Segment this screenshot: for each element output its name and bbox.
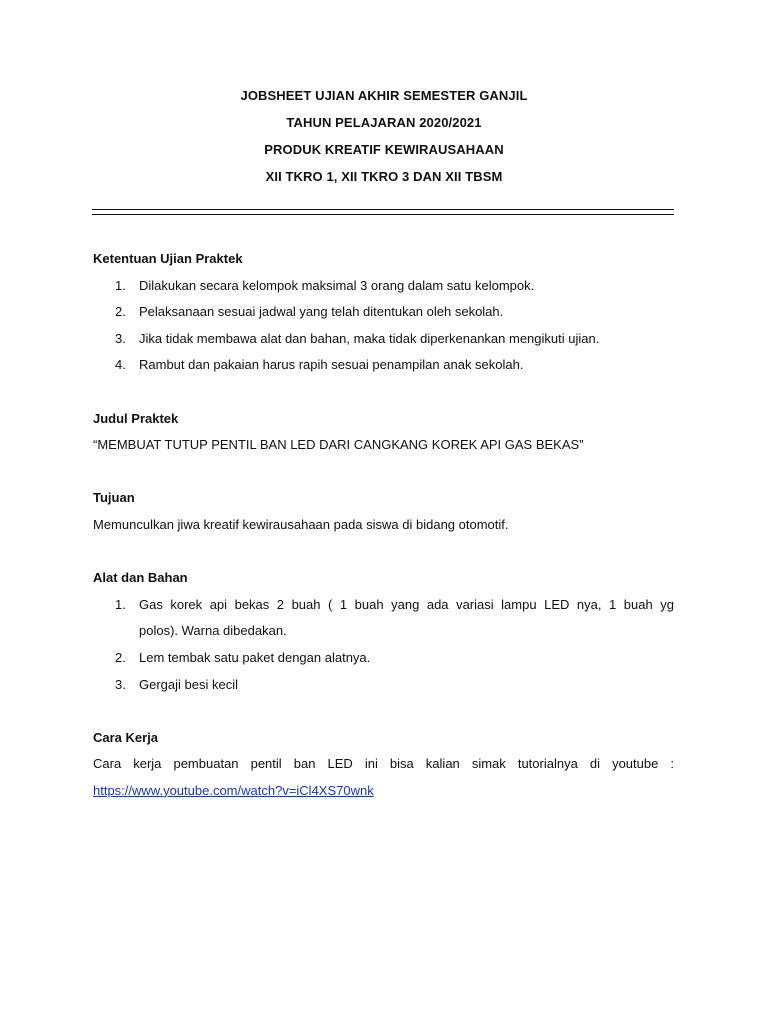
list-item: 3. Jika tidak membawa alat dan bahan, maka tidak diperkenankan mengikuti ujian.	[115, 330, 600, 346]
document-body	[93, 246, 674, 804]
list-item: 2. Lem tembak satu paket dengan alatnya.	[115, 649, 371, 665]
alat-list	[93, 592, 674, 698]
ketentuan-list	[93, 273, 674, 379]
youtube-tutorial-link[interactable]: https://www.youtube.com/watch?v=iCl4XS70wnk	[93, 782, 374, 798]
header-divider-top	[92, 209, 674, 210]
list-item: 1. Dilakukan secara kelompok maksimal 3 orang dalam satu kelompok.	[115, 277, 535, 293]
judul-text: “MEMBUAT TUTUP PENTIL BAN LED DARI CANGKANG KOREK API GAS BEKAS”	[93, 437, 584, 453]
list-item: 1. Gas korek api bekas 2 buah ( 1 buah yang ada variasi lampu LED nya, 1 buah yg polos). Warna dibedakan.	[115, 596, 674, 639]
header-divider-bottom	[92, 214, 674, 215]
header-subject: PRODUK KREATIF KEWIRAUSAHAAN	[264, 142, 504, 157]
alat-heading: Alat dan Bahan	[93, 570, 188, 586]
header-title: JOBSHEET UJIAN AKHIR SEMESTER GANJIL	[240, 88, 528, 103]
cara-text: Cara kerja pembuatan pentil ban LED ini bisa kalian simak tutorialnya di youtube :	[93, 756, 674, 772]
list-item: 3. Gergaji besi kecil	[115, 676, 238, 692]
document-header	[0, 86, 768, 194]
list-item: 4. Rambut dan pakaian harus rapih sesuai penampilan anak sekolah.	[115, 357, 524, 373]
tujuan-heading: Tujuan	[93, 490, 135, 506]
ketentuan-heading: Ketentuan Ujian Praktek	[93, 251, 243, 266]
header-academic-year: TAHUN PELAJARAN 2020/2021	[286, 115, 482, 130]
judul-heading: Judul Praktek	[93, 410, 179, 426]
header-classes: XII TKRO 1, XII TKRO 3 DAN XII TBSM	[265, 169, 503, 184]
list-item: 2. Pelaksanaan sesuai jadwal yang telah ditentukan oleh sekolah.	[115, 304, 504, 320]
cara-heading: Cara Kerja	[93, 729, 159, 745]
tujuan-text: Memunculkan jiwa kreatif kewirausahaan pada siswa di bidang otomotif.	[93, 516, 509, 532]
